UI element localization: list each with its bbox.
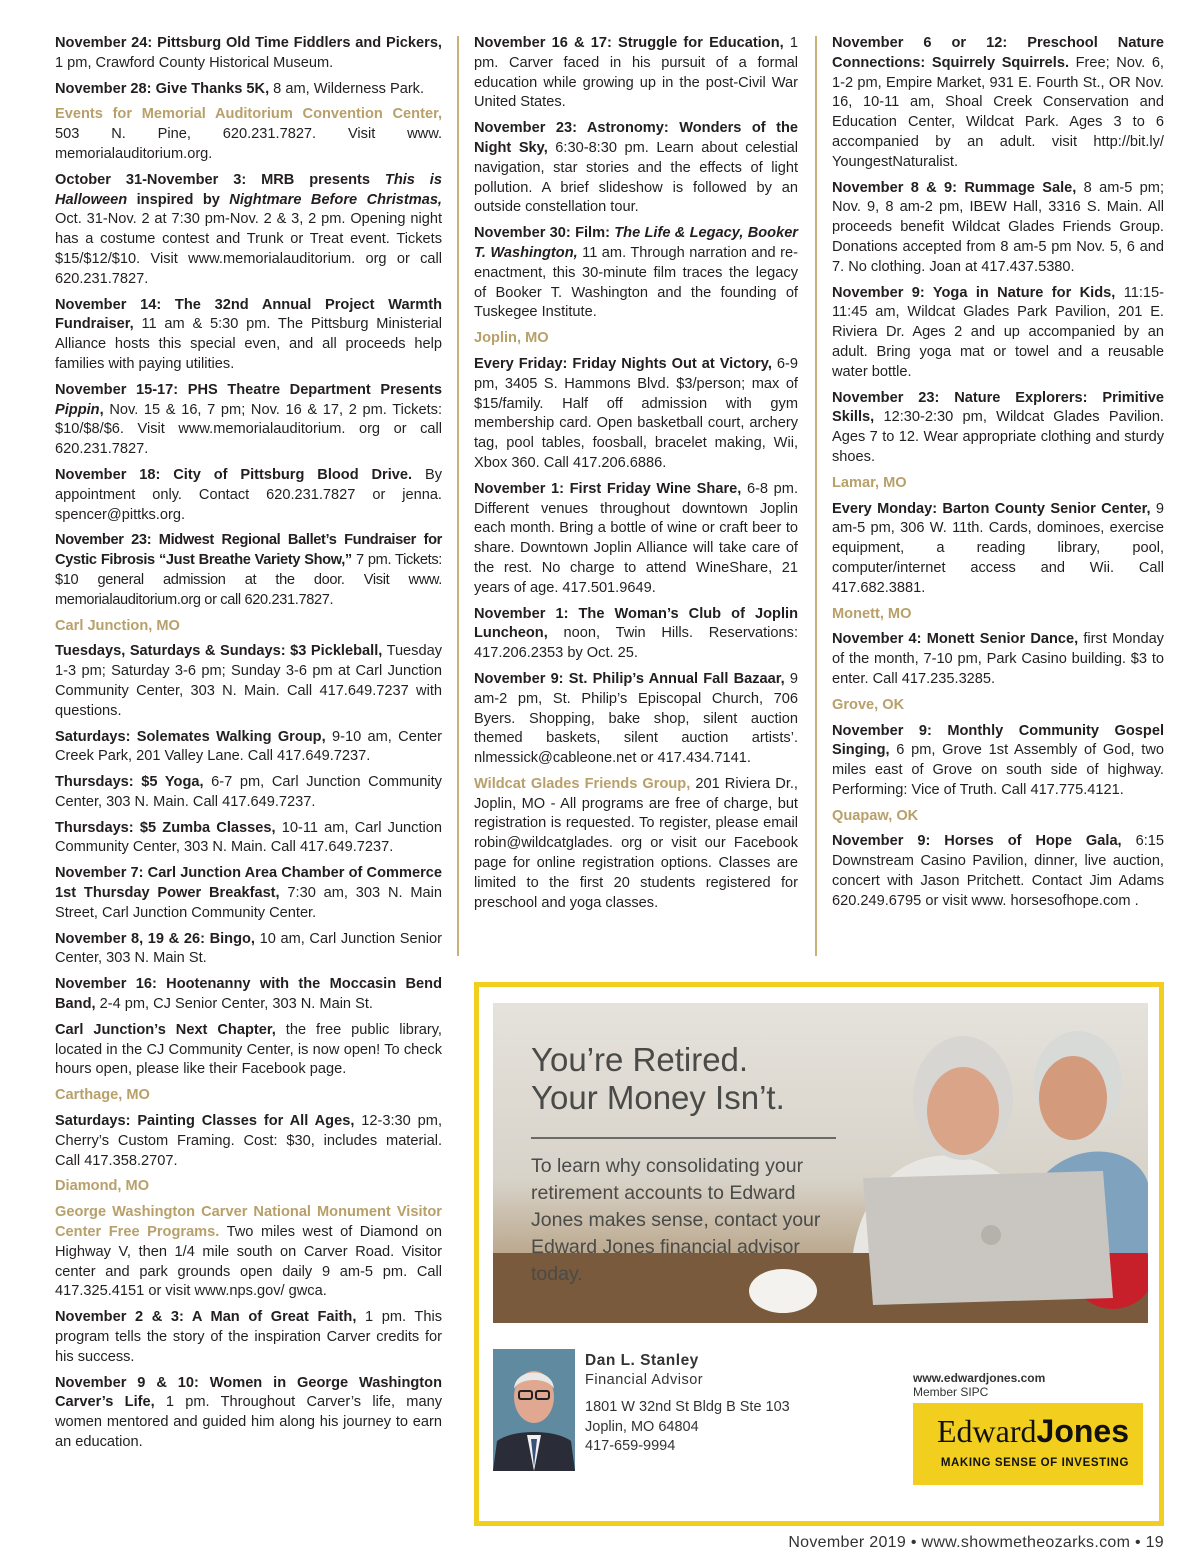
town-heading: Diamond, MO (55, 1178, 150, 1195)
event-item: November 8 & 9: Rummage Sale, 8 am-5 pm; Nov. 9, 8 am-2 pm, IBEW Hall, 3316 S. Main. All proceeds benefit Wildcat Glades Friends Group. Donations accepted from 8 am-5 pm Nov. 5, 6 and 7. No clothing. Joan at 417.437.5380. (832, 179, 1165, 275)
column-rule (457, 36, 459, 956)
town-heading: Monett, MO (832, 605, 912, 622)
headline-divider (531, 1137, 836, 1139)
event-item: November 30: Film: The Life & Legacy, Booker T. Washington, 11 am. Through narration and re-enactment, this 30-minute film traces the legacy of Booker T. Washington and the founding of Tuskegee Institute. (474, 225, 798, 321)
logo-tagline: MAKING SENSE OF INVESTING (940, 1457, 1129, 1469)
town-heading: Lamar, MO (832, 474, 907, 491)
venue-item: Events for Memorial Auditorium Convention Center, 503 N. Pine, 620.231.7827. Visit www. memorialauditorium.org. (55, 106, 442, 162)
event-item: November 6 or 12: Preschool Nature Connections: Squirrely Squirrels. Free; Nov. 6, 1-2 pm, Empire Market, 931 E. Fourth St., OR Nov. 16, 10-11 am, Shoal Creek Conservation and Education Center, Wildcat Park. Ages 3 to 6 accompanied by an adult. visit http://bit.ly/ YoungestNaturalist. (832, 35, 1164, 170)
event-item: November 7: Carl Junction Area Chamber of Commerce 1st Thursday Power Breakfast, 7:30 am, 303 N. Main Street, Carl Junction Community Center. (55, 865, 442, 921)
event-item: November 18: City of Pittsburg Blood Drive. By appointment only. Contact 620.231.7827 or jenna. spencer@pittks.org. (55, 466, 442, 523)
event-item: November 9: St. Philip’s Annual Fall Bazaar, 9 am-2 pm, St. Philip’s Episcopal Church, 706 Byers. Shopping, bake shop, silent auction themed baskets, silent auction artists’. nlmessick@cableone.net or 417.434.7141. (474, 670, 798, 767)
column-rule (815, 36, 817, 956)
event-item: November 9 & 10: Women in George Washington Carver’s Life, 1 pm. Throughout Carver’s life, many women mentored and guided him along his journey to earn an education. (55, 1374, 442, 1450)
event-item: November 14: The 32nd Annual Project Warmth Fundraiser, 11 am & 5:30 pm. The Pittsburg Ministerial Alliance hosts this special even, and all proceeds help families with paying utilities. (55, 296, 442, 372)
town-heading: Quapaw, OK (832, 807, 919, 824)
ad-headline: You’re Retired. Your Money Isn’t. (531, 1041, 785, 1116)
town-heading: Carl Junction, MO (55, 617, 180, 634)
advisor-name: Dan L. Stanley (585, 1352, 699, 1369)
town-heading: Carthage, MO (55, 1087, 150, 1104)
events-column-1 (55, 34, 442, 1459)
events-column-3 (832, 34, 1164, 918)
town-heading: Grove, OK (832, 696, 905, 713)
edward-jones-ad[interactable] (474, 982, 1164, 1526)
ej-url-link[interactable]: www.edwardjones.com (913, 1371, 1046, 1385)
event-item: Carl Junction’s Next Chapter, the free public library, located in the CJ Community Center, is now open! To check hours open, please like their Facebook page. (55, 1021, 442, 1078)
advisor-city: Joplin, MO 64804 (585, 1418, 699, 1435)
event-item: Saturdays: Painting Classes for All Ages, 12-3:30 pm, Cherry’s Custom Framing. Cost: $30, includes material. Call 417.358.2707. (55, 1113, 442, 1169)
event-item: November 23: Nature Explorers: Primitive Skills, 12:30-2:30 pm, Wildcat Glades Pavilion. Ages 7 to 12. Wear appropriate clothing and sturdy shoes. (832, 389, 1164, 465)
event-item: November 8, 19 & 26: Bingo, 10 am, Carl Junction Senior Center, 303 N. Main St. (55, 930, 442, 967)
page-footer: November 2019 • www.showmetheozarks.com • 19 (788, 1534, 1164, 1551)
member-sipc: Member SIPC (913, 1385, 989, 1399)
logo-wordmark: EdwardJones (937, 1413, 1129, 1449)
event-item: November 15-17: PHS Theatre Department Presents Pippin, Nov. 15 & 16, 7 pm; Nov. 16 & 17, 2 pm. Tickets: $10/$8/$6. Visit www.memorialauditorium. org or call 620.231.7827. (55, 381, 442, 458)
event-item: November 9: Monthly Community Gospel Singing, 6 pm, Grove 1st Assembly of God, two miles east of Grove on south side of highway. Performing: Vice of Truth. Call 417.775.4121. (832, 722, 1164, 798)
event-item: Every Monday: Barton County Senior Center, 9 am-5 pm, 306 W. 11th. Cards, dominoes, exercise equipment, a reading library, pool, computer/internet access and Wii. Call 417.682.3881. (832, 500, 1165, 596)
ad-body-text: To learn why consolidating your retirement accounts to Edward Jones makes sense, contact your Edward Jones financial advisor today. (531, 1155, 821, 1285)
event-item: November 2 & 3: A Man of Great Faith, 1 pm. This program tells the story of the inspiration Carver credits for his success. (55, 1309, 442, 1365)
event-item: November 24: Pittsburg Old Time Fiddlers and Pickers, 1 pm, Crawford County Historical Museum. (55, 35, 442, 71)
event-item: November 9: Yoga in Nature for Kids, 11:15-11:45 am, Wildcat Glades Park Pavilion, 201 E. Riviera Dr. Ages 2 and up accompanied by an adult. Bring yoga mat or towel and a reusable water bottle. (832, 284, 1164, 380)
event-item: November 1: The Woman’s Club of Joplin Luncheon, noon, Twin Hills. Reservations: 417.206.2353 by Oct. 25. (474, 605, 798, 662)
retired-couple-photo (493, 1003, 1148, 1323)
advisor-illustration (493, 1349, 575, 1471)
event-item: Thursdays: $5 Yoga, 6-7 pm, Carl Junction Community Center, 303 N. Main. Call 417.649.7237. (55, 774, 442, 810)
advisor-portrait (493, 1349, 575, 1471)
venue-item: George Washington Carver National Monument Visitor Center Free Programs. Two miles west of Diamond on Highway V, then 1/4 mile south on Carver Road. Visitor center and park grounds open daily 9 am-5 pm. Call 417.325.4151 or visit www.nps.gov/ gwca. (55, 1204, 442, 1300)
venue-item: Wildcat Glades Friends Group, 201 Riviera Dr., Joplin, MO - All programs are free of charge, but registration is requested. To register, please email robin@wildcatglades. org or visit our Facebook page for online registration options. Classes are limited to the first 20 students registered for preschool and yoga classes. (474, 775, 798, 911)
event-item: Saturdays: Solemates Walking Group, 9-10 am, Center Creek Park, 201 Valley Lane. Call 417.649.7237. (55, 728, 442, 765)
event-item: November 1: First Friday Wine Share, 6-8 pm. Different venues throughout downtown Joplin each month. Bring a bottle of wine or craft beer to share. Downtown Joplin Alliance will take care of the rest. No charge to attend WineShare, 21 years of age. 417.501.9649. (474, 480, 799, 596)
event-item: Tuesdays, Saturdays & Sundays: $3 Pickleball, Tuesday 1-3 pm; Saturday 3-6 pm; Sunday 3-6 pm at Carl Junction Community Center, 303 N. Main. Call 417.649.7237 with questions. (55, 643, 442, 719)
event-item: November 23: Midwest Regional Ballet’s Fundraiser for Cystic Fibrosis “Just Breathe Variety Show,” 7 pm. Tickets: $10 general admission at the door. Visit www. memorialauditorium.org or call 620.231.7827. (55, 532, 442, 608)
event-item: November 16 & 17: Struggle for Education, 1 pm. Carver faced in his pursuit of a formal education while growing up in the post-Civil War United States. (474, 35, 798, 111)
edward-jones-logo (913, 1403, 1143, 1485)
advisor-address: 1801 W 32nd St Bldg B Ste 103 (585, 1399, 790, 1415)
event-item: November 28: Give Thanks 5K, 8 am, Wilderness Park. (55, 80, 425, 97)
event-item: October 31-November 3: MRB presents This is Halloween inspired by Nightmare Before Christmas, Oct. 31-Nov. 2 at 7:30 pm-Nov. 2 & 3, 2 pm. Opening night has a costume contest and Trunk or Treat event. Tickets $15/$12/$10. Visit www.memorialauditorium. org or call 620.231.7827. (55, 171, 442, 287)
event-item: November 23: Astronomy: Wonders of the Night Sky, 6:30-8:30 pm. Learn about celestial navigation, star stories and the effects of light pollution. A brief slideshow is followed by an outside constellation tour. (474, 120, 798, 216)
event-item: Every Friday: Friday Nights Out at Victory, 6-9 pm, 3405 S. Hammons Blvd. $3/person; max of $15/family. Half off admission with gym membership card. Open basketball court, archery tag, pool tables, foosball, bracelet making, Wii, Xbox 360. Call 417.206.6886. (474, 355, 798, 471)
event-item: November 9: Horses of Hope Gala, 6:15 Downstream Casino Pavilion, dinner, live auction, concert with Jason Pritchett. Contact Jim Adams 620.249.6795 or visit www. horsesofhope.com . (832, 833, 1164, 909)
advisor-phone[interactable]: 417-659-9994 (585, 1438, 676, 1454)
advisor-contact (585, 1351, 790, 1457)
ej-website[interactable] (913, 1371, 1045, 1399)
event-item: November 4: Monett Senior Dance, first Monday of the month, 7-10 pm, Park Casino building. $3 to enter. Call 417.235.3285. (832, 631, 1164, 687)
event-item: Thursdays: $5 Zumba Classes, 10-11 am, Carl Junction Community Center, 303 N. Main. Call 417.649.7237. (55, 819, 443, 856)
advisor-title: Financial Advisor (585, 1371, 704, 1388)
event-item: November 16: Hootenanny with the Moccasin Bend Band, 2-4 pm, CJ Senior Center, 303 N. Main St. (55, 976, 442, 1013)
town-heading: Joplin, MO (474, 330, 549, 347)
events-column-2 (474, 34, 798, 919)
